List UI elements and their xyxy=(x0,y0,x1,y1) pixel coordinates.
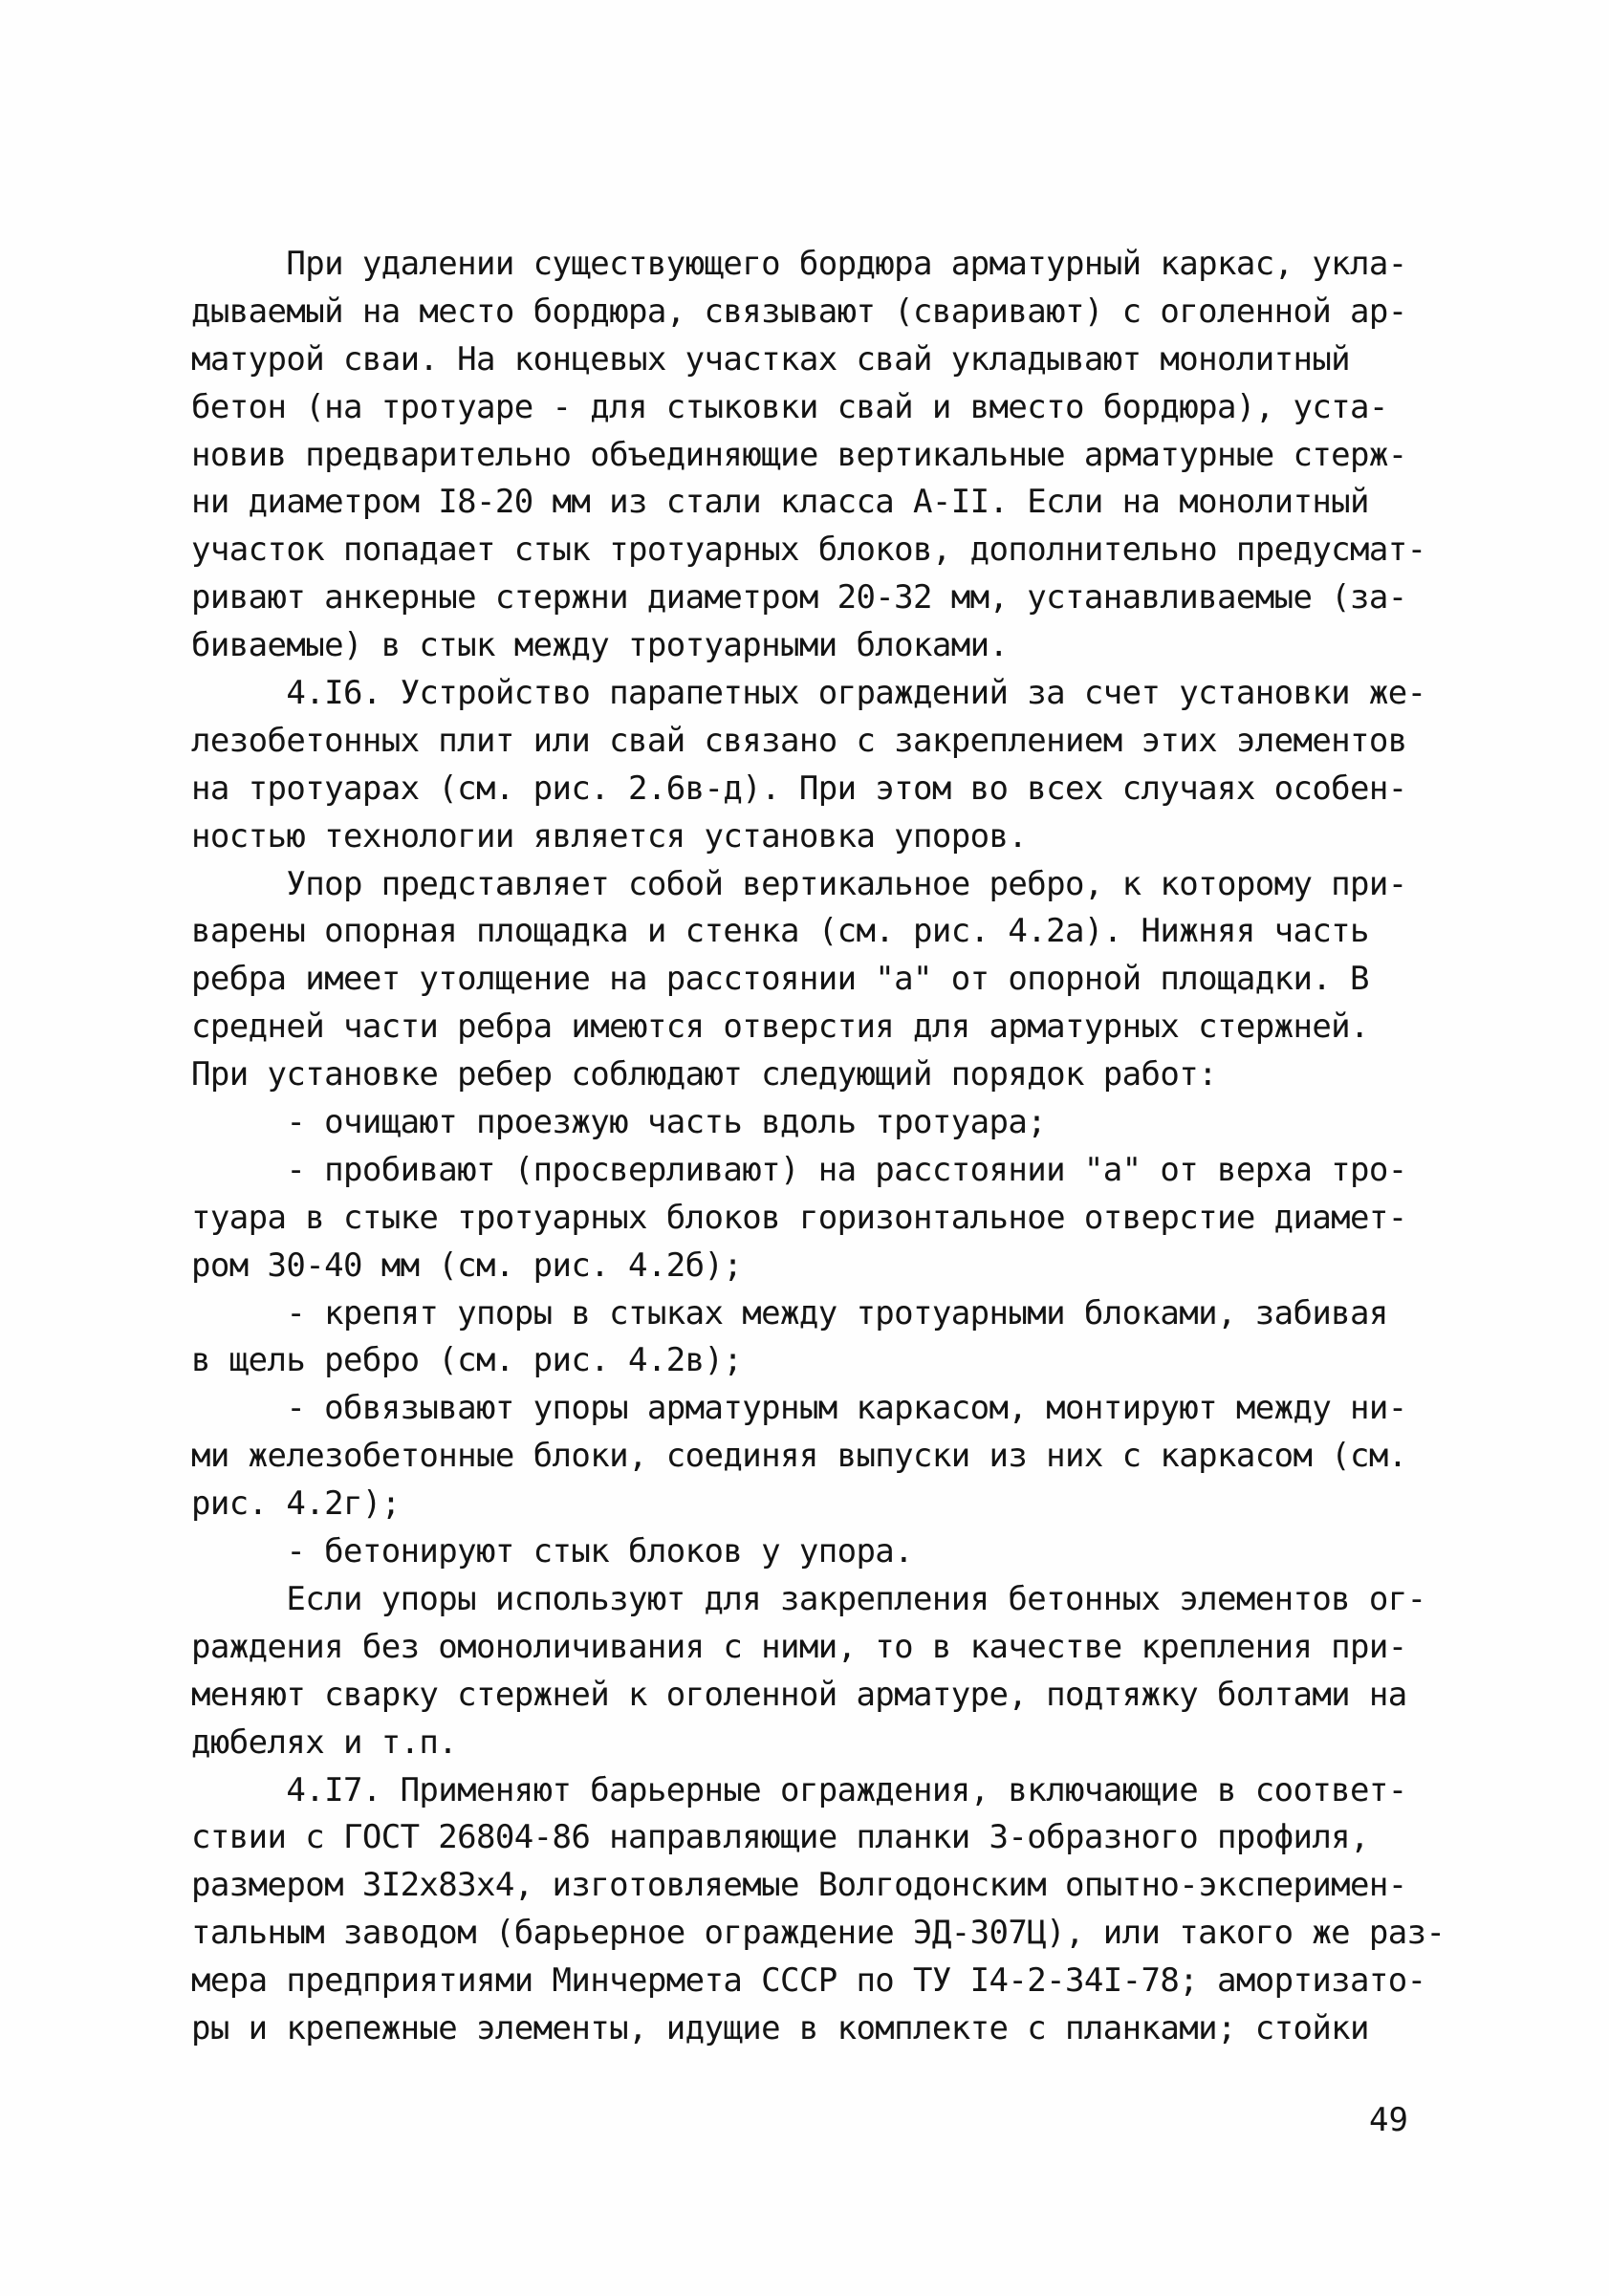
text-line: ры и крепежные элементы, идущие в комплекте с планками; стойки xyxy=(191,2008,1369,2047)
text-line: Упор представляет собой вертикальное ребро, к которому при- xyxy=(191,864,1407,903)
text-line: биваемые) в стык между тротуарными блоками. xyxy=(191,626,1009,665)
text-line: на тротуарах (см. рис. 2.6в-д). При этом во всех случаях особен- xyxy=(191,769,1407,808)
text-line: ребра имеет утолщение на расстоянии "а" от опорной площадки. В xyxy=(191,960,1369,999)
text-line: - пробивают (просверливают) на расстоянии "а" от верха тро- xyxy=(191,1150,1407,1189)
text-line: ром 30-40 мм (см. рис. 4.2б); xyxy=(191,1245,743,1285)
text-line: новив предварительно объединяющие вертикальные арматурные стерж- xyxy=(191,435,1407,474)
text-line: - бетонируют стык блоков у упора. xyxy=(191,1532,914,1571)
text-line: При удалении существующего бордюра арматурный каркас, укла- xyxy=(191,245,1407,283)
text-line: - очищают проезжую часть вдоль тротуара; xyxy=(191,1103,1047,1142)
text-line: ностью технологии является установка упоров. xyxy=(191,816,1028,856)
text-line: матурой сваи. На концевых участках свай укладывают монолитный xyxy=(191,339,1351,379)
text-line: участок попадает стык тротуарных блоков, дополнительно предусмат- xyxy=(191,531,1426,570)
text-line: бетон (на тротуаре - для стыковки свай и вместо бордюра), уста- xyxy=(191,387,1388,426)
text-line: дываемый на место бордюра, связывают (сваривают) с оголенной ар- xyxy=(191,292,1407,331)
text-line: - обвязывают упоры арматурным каркасом, монтируют между ни- xyxy=(191,1389,1407,1428)
text-line: Если упоры используют для закрепления бетонных элементов ог- xyxy=(191,1579,1426,1618)
text-line: дюбелях и т.п. xyxy=(191,1722,458,1762)
text-line: ствии с ГОСТ 26804-86 направляющие планки З-образного профиля, xyxy=(191,1818,1369,1857)
page-number: 49 xyxy=(1369,2101,1408,2139)
text-line: ни диаметром I8-20 мм из стали класса А-II. Если на монолитный xyxy=(191,483,1369,522)
text-line: в щель ребро (см. рис. 4.2в); xyxy=(191,1341,743,1380)
text-line: При установке ребер соблюдают следующий порядок работ: xyxy=(191,1055,1217,1094)
text-line: мера предприятиями Минчермета СССР по ТУ I4-2-34I-78; амортизато- xyxy=(191,1961,1426,2001)
text-line: размером 3I2x83x4, изготовляемые Волгодонским опытно-эксперимен- xyxy=(191,1866,1407,1905)
text-line: тальным заводом (барьерное ограждение ЭД-307Ц), или такого же раз- xyxy=(191,1914,1446,1953)
text-line: рис. 4.2г); xyxy=(191,1484,401,1524)
text-line: ми железобетонные блоки, соединяя выпуски из них с каркасом (см. xyxy=(191,1437,1407,1476)
text-line: 4.I7. Применяют барьерные ограждения, включающие в соответ- xyxy=(191,1770,1407,1809)
text-line: раждения без омоноличивания с ними, то в качестве крепления при- xyxy=(191,1627,1407,1666)
text-line: лезобетонных плит или свай связано с закреплением этих элементов xyxy=(191,721,1407,760)
text-line: туара в стыке тротуарных блоков горизонтальное отверстие диамет- xyxy=(191,1198,1407,1237)
text-line: варены опорная площадка и стенка (см. рис. 4.2а). Нижняя часть xyxy=(191,912,1369,951)
text-line: средней части ребра имеются отверстия для арматурных стержней. xyxy=(191,1007,1369,1047)
body-text xyxy=(191,241,1446,2053)
text-line: - крепят упоры в стыках между тротуарными блоками, забивая xyxy=(191,1293,1388,1332)
text-line: ривают анкерные стержни диаметром 20-32 мм, устанавливаемые (за- xyxy=(191,578,1407,617)
text-line: меняют сварку стержней к оголенной арматуре, подтяжку болтами на xyxy=(191,1675,1407,1714)
text-line: 4.I6. Устройство парапетных ограждений за счет установки же- xyxy=(191,674,1426,713)
